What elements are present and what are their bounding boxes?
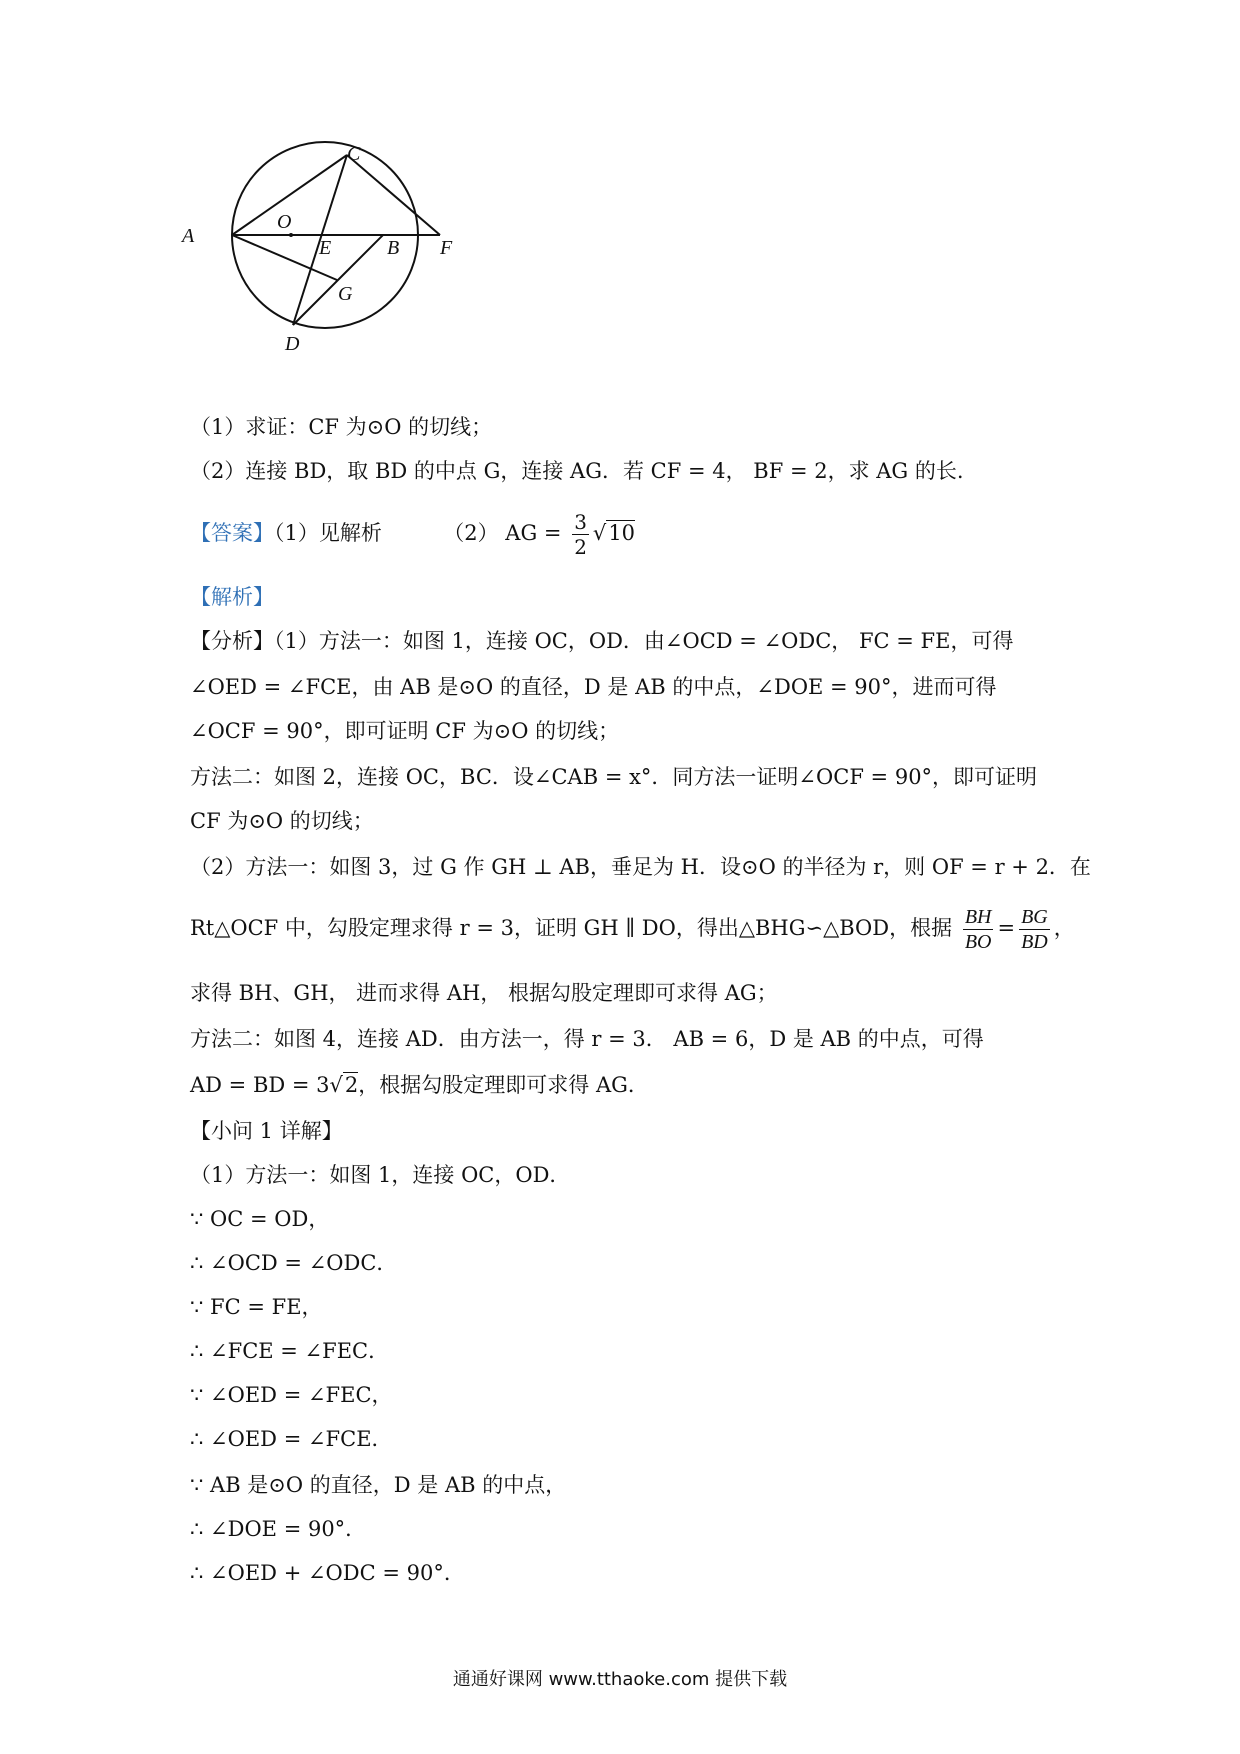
detail-line-5: ∴ ∠FCE = ∠FEC．	[190, 1339, 390, 1363]
answer-line	[190, 508, 1070, 559]
detail-line-10: ∴ ∠OED + ∠ODC = 90°．	[190, 1561, 465, 1585]
analysis-line-4: 方法二：如图 2，连接 OC，BC．设∠CAB = x°．同方法一证明∠OCF = 90°，即可证明	[190, 765, 1038, 789]
ad-suffix: ，根据勾股定理即可求得 AG．	[358, 1073, 649, 1097]
ad-sqrt-sign: √	[329, 1073, 343, 1097]
analysis-line-5: CF 为⊙O 的切线；	[190, 809, 374, 833]
sqrt-sign: √	[592, 521, 607, 545]
detail-line-8: ∵ AB 是⊙O 的直径，D 是 AB 的中点，	[190, 1473, 567, 1497]
question-1: （1）求证：CF 为⊙O 的切线；	[190, 415, 493, 439]
detail-line-3: ∴ ∠OCD = ∠ODC．	[190, 1251, 398, 1275]
ad-prefix: AD = BD = 3	[190, 1073, 330, 1097]
analysis-tag: 【解析】	[190, 585, 274, 609]
detail-tag: 【小问 1 详解】	[190, 1119, 343, 1143]
detail-line-9: ∴ ∠DOE = 90°．	[190, 1517, 367, 1541]
rt-prefix: Rt△OCF 中，勾股定理求得 r = 3，证明 GH ∥ DO，得出△BHG∽△BOD，根据	[190, 916, 953, 940]
answer-part2: （2） AG =	[443, 521, 562, 545]
label-a: A	[182, 225, 195, 247]
detail-line-1: （1）方法一：如图 1，连接 OC，OD．	[190, 1163, 571, 1187]
analysis-ad-line	[190, 1070, 1070, 1100]
answer-tag: 【答案】	[190, 521, 274, 545]
rt-eq: =	[997, 916, 1016, 940]
fraction-bg-bd	[1019, 905, 1050, 954]
label-b: B	[387, 237, 400, 259]
analysis-line-7: 求得 BH、GH， 进而求得 AH， 根据勾股定理即可求得 AG；	[190, 981, 778, 1005]
label-g: G	[338, 283, 353, 305]
rt-suffix: ，	[1053, 916, 1075, 940]
line-cf	[347, 155, 440, 235]
detail-line-2: ∵ OC = OD，	[190, 1207, 330, 1231]
analysis-line-1: 【分析】（1）方法一：如图 1，连接 OC，OD．由∠OCD = ∠ODC， FC = FE，可得	[190, 629, 1014, 653]
analysis-line-3: ∠OCF = 90°，即可证明 CF 为⊙O 的切线；	[190, 719, 620, 743]
detail-line-4: ∵ FC = FE，	[190, 1295, 323, 1319]
sqrt-radicand: 10	[608, 521, 636, 545]
answer-fraction	[572, 510, 589, 559]
page-footer: 通通好课网 www.tthaoke.com 提供下载	[452, 1669, 788, 1690]
ad-radicand: 2	[344, 1073, 359, 1097]
geometry-figure	[182, 143, 515, 400]
label-o: O	[277, 211, 292, 233]
frac-denominator: 2	[574, 535, 587, 559]
answer-part1: （1）见解析	[274, 521, 382, 545]
label-d: D	[285, 333, 300, 355]
label-e: E	[319, 237, 332, 259]
analysis-line-8: 方法二：如图 4，连接 AD．由方法一，得 r = 3． AB = 6，D 是 AB 的中点，可得	[190, 1027, 984, 1051]
frac2-numerator: BG	[1021, 906, 1048, 928]
frac1-denominator: BO	[964, 931, 992, 953]
label-f: F	[440, 237, 453, 259]
analysis-line-2: ∠OED = ∠FCE，由 AB 是⊙O 的直径，D 是 AB 的中点，∠DOE = 90°，进而可得	[190, 675, 997, 699]
frac-numerator: 3	[574, 510, 587, 534]
analysis-line-6: （2）方法一：如图 3，过 G 作 GH ⊥ AB，垂足为 H．设⊙O 的半径为 r，则 OF = r + 2．在	[190, 855, 1091, 879]
question-2: （2）连接 BD，取 BD 的中点 G，连接 AG．若 CF = 4， BF = 2，求 AG 的长.	[190, 459, 964, 483]
frac1-numerator: BH	[964, 906, 992, 928]
frac2-denominator: BD	[1021, 931, 1048, 953]
analysis-rt-line	[190, 900, 1075, 956]
detail-line-7: ∴ ∠OED = ∠FCE．	[190, 1427, 393, 1451]
label-c: C	[347, 143, 361, 165]
fraction-bh-bo	[963, 905, 994, 954]
detail-line-6: ∵ ∠OED = ∠FEC，	[190, 1383, 393, 1407]
center-dot	[289, 233, 293, 237]
